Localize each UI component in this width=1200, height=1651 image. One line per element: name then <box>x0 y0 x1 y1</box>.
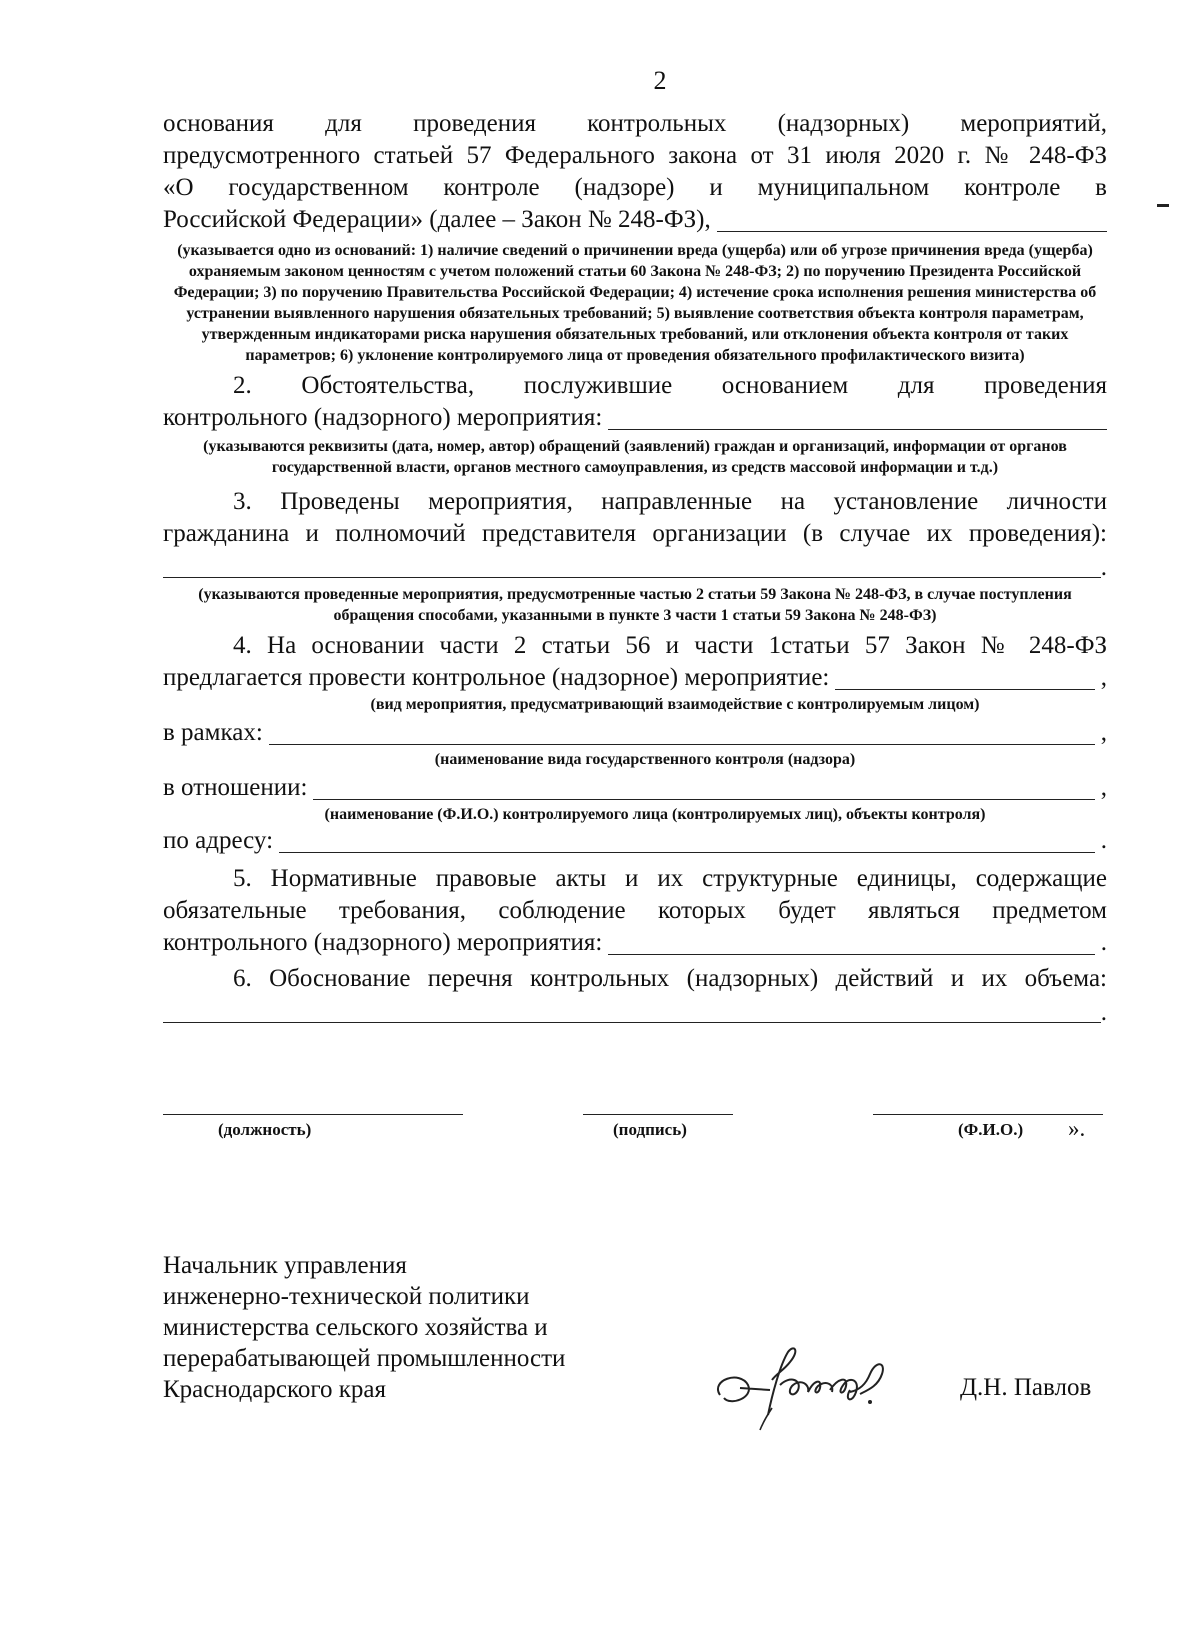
para4-note2: (наименование вида государственного контроля (надзора) <box>434 751 856 768</box>
name-caption: (Ф.И.О.) <box>958 1120 1024 1139</box>
regarding-blank-line <box>313 775 1094 800</box>
signer-position-block <box>163 1250 565 1405</box>
para1-note: (указывается одно из оснований: 1) наличие сведений о причинении вреда (ущерба) или об угрозе причинения вреда (ущерба) охраняемым законом ценностям с учетом положений статьи 60 Закона № 248-ФЗ; 2) по поручению Президента Российской Федерации; 3) по поручению Правительства Российской Федерации; 4) истечение срока исполнения решения министерства об устранении выявленного нарушения обязательных требований; 5) выявление соответствия объекта контроля параметрам, утвержденным индикаторами риска нарушения обязательных требований, или отклонения объекта контроля от таких параметров; 6) уклонение контролируемого лица от проведения обязательного профилактического визита) <box>173 242 1097 364</box>
closing-quote: ». <box>1068 1116 1086 1141</box>
para1-line4-row <box>163 204 1107 236</box>
para2-line1: 2. Обстоятельства, послужившие основанием для проведения <box>233 372 1107 399</box>
para2-line2-row <box>163 402 1107 434</box>
para5-end: . <box>1100 929 1107 956</box>
para1-line4: Российской Федерации» (далее – Закон № 248-ФЗ), <box>163 206 711 233</box>
frame-blank-line <box>269 720 1095 745</box>
para4-line2: предлагается провести контрольное (надзорное) мероприятие: <box>163 664 830 691</box>
footer-line5: Краснодарского края <box>163 1376 386 1403</box>
address-row <box>163 825 1107 857</box>
page-number: 2 <box>653 66 667 95</box>
para2-line2: контрольного (надзорного) мероприятия: <box>163 404 603 431</box>
para3-line2: гражданина и полномочий представителя организации (в случае их проведения): <box>163 520 1107 547</box>
circumstances-blank-line <box>608 405 1107 430</box>
para1-line2: предусмотренного статьей 57 Федерального закона от 31 июля 2020 г. № 248-ФЗ <box>163 142 1107 169</box>
footer-line4: перерабатывающей промышленности <box>163 1345 566 1372</box>
name-line <box>873 1114 1103 1115</box>
regarding-row <box>163 772 1107 804</box>
signature-line <box>583 1114 733 1115</box>
footer-line1: Начальник управления <box>163 1252 407 1279</box>
frame-label: в рамках: <box>163 719 263 746</box>
para5-line3-row <box>163 927 1107 959</box>
address-blank-line <box>279 828 1095 853</box>
address-end: . <box>1100 827 1107 854</box>
para5-line1: 5. Нормативные правовые акты и их структурные единицы, содержащие <box>233 865 1107 892</box>
position-caption: (должность) <box>218 1120 312 1139</box>
acts-blank-line <box>608 930 1094 955</box>
signature-caption: (подпись) <box>613 1120 687 1139</box>
footer-line2: инженерно-технической политики <box>163 1283 530 1310</box>
para4-line2-end: , <box>1100 664 1107 691</box>
para4-note1: (вид мероприятия, предусматривающий взаимодействие с контролируемым лицом) <box>370 696 980 713</box>
regarding-end: , <box>1100 774 1107 801</box>
position-line <box>163 1114 463 1115</box>
frame-row <box>163 717 1107 749</box>
para5-line2: обязательные требования, соблюдение которых будет являться предметом <box>163 897 1107 924</box>
regarding-label: в отношении: <box>163 774 308 801</box>
signature-block <box>163 1100 1107 1160</box>
para4-note3: (наименование (Ф.И.О.) контролируемого лица (контролируемых лиц), объекты контроля) <box>324 806 986 823</box>
para1-line1: основания для проведения контрольных (надзорных) мероприятий, <box>163 110 1107 137</box>
para6-end: . <box>1100 999 1107 1026</box>
para6-line1: 6. Обоснование перечня контрольных (надзорных) действий и их объема: <box>233 965 1107 992</box>
para3-note: (указываются проведенные мероприятия, предусмотренные частью 2 статьи 59 Закона № 248-ФЗ, в случае поступления обращения способами, указанными в пункте 3 части 1 статьи 59 Закона № 248-ФЗ) <box>198 586 1072 624</box>
para2-note: (указываются реквизиты (дата, номер, автор) обращений (заявлений) граждан и организаций, информации от органов государственной власти, органов местного самоуправления, из средств массовой информации и т.д.) <box>203 438 1067 476</box>
para4-line2-row <box>163 662 1107 694</box>
para4-line1: 4. На основании части 2 статьи 56 и части 1статьи 57 Закон № 248-ФЗ <box>233 632 1107 659</box>
justification-blank-line <box>163 998 1101 1023</box>
para3-end: . <box>1100 554 1107 581</box>
event-type-blank-line <box>835 665 1094 690</box>
footer-line3: министерства сельского хозяйства и <box>163 1314 548 1341</box>
address-label: по адресу: <box>163 827 274 854</box>
handwritten-signature <box>710 1340 910 1440</box>
para6-blank-row <box>163 995 1107 1027</box>
para5-line3: контрольного (надзорного) мероприятия: <box>163 929 603 956</box>
frame-end: , <box>1100 719 1107 746</box>
para1-line3: «О государственном контроле (надзоре) и муниципальном контроле в <box>163 174 1107 201</box>
para3-blank-row <box>163 550 1107 582</box>
scan-mark <box>1157 204 1169 207</box>
signer-name: Д.Н. Павлов <box>960 1374 1092 1401</box>
para3-line1: 3. Проведены мероприятия, направленные на установление личности <box>233 488 1107 515</box>
basis-blank-line <box>717 207 1107 232</box>
document-body <box>163 108 1107 1027</box>
measures-blank-line <box>163 553 1101 578</box>
